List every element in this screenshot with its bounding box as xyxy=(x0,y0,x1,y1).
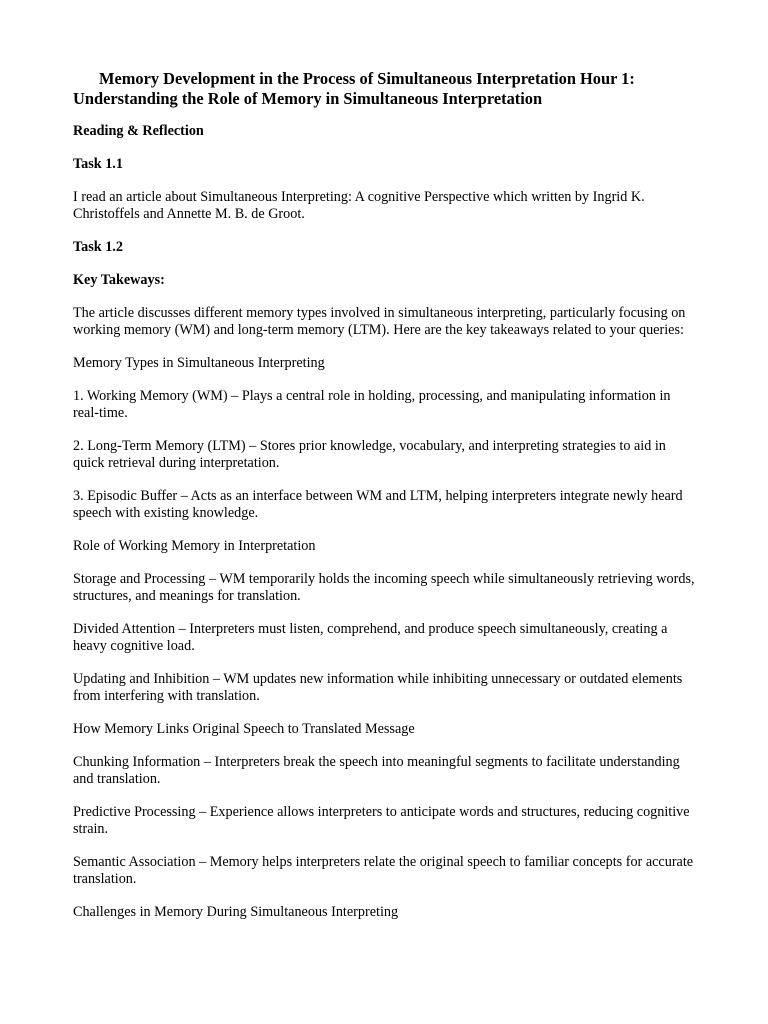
memory-link-item: Semantic Association – Memory helps interpreters relate the original speech to familiar concepts for accurate translation. xyxy=(73,854,694,887)
task-1-1-text: I read an article about Simultaneous Interpreting: A cognitive Perspective which written by Ingrid K. Christoffels and Annette M. B. de Groot. xyxy=(73,189,645,222)
title-line-2: Understanding the Role of Memory in Simultaneous Interpretation xyxy=(73,89,543,108)
wm-role-item: Storage and Processing – WM temporarily holds the incoming speech while simultaneously retrieving words, structures, and meanings for translation. xyxy=(73,571,695,604)
challenges-heading: Challenges in Memory During Simultaneous Interpreting xyxy=(73,904,399,920)
key-takeaways-heading: Key Takeways: xyxy=(73,272,165,288)
memory-type-item: 3. Episodic Buffer – Acts as an interface between WM and LTM, helping interpreters integrate newly heard speech with existing knowledge. xyxy=(73,488,683,521)
task-1-1-heading: Task 1.1 xyxy=(73,156,123,172)
wm-role-heading: Role of Working Memory in Interpretation xyxy=(73,538,316,554)
memory-link-item: Predictive Processing – Experience allows interpreters to anticipate words and structures, reducing cognitive strain. xyxy=(73,804,690,837)
memory-types-heading: Memory Types in Simultaneous Interpreting xyxy=(73,355,325,371)
memory-type-item: 2. Long-Term Memory (LTM) – Stores prior knowledge, vocabulary, and interpreting strategies to aid in quick retrieval during interpretation. xyxy=(73,438,666,471)
memory-links-heading: How Memory Links Original Speech to Translated Message xyxy=(73,721,415,737)
document-page xyxy=(73,69,697,937)
section-reading-reflection: Reading & Reflection xyxy=(73,123,204,139)
memory-type-item: 1. Working Memory (WM) – Plays a central role in holding, processing, and manipulating information in real-time. xyxy=(73,388,671,421)
title-line-1: Memory Development in the Process of Simultaneous Interpretation Hour 1: xyxy=(99,69,635,88)
wm-role-item: Updating and Inhibition – WM updates new information while inhibiting unnecessary or outdated elements from interfering with translation. xyxy=(73,671,683,704)
task-1-2-heading: Task 1.2 xyxy=(73,239,123,255)
wm-role-item: Divided Attention – Interpreters must listen, comprehend, and produce speech simultaneously, creating a heavy cognitive load. xyxy=(73,621,668,654)
intro-paragraph: The article discusses different memory types involved in simultaneous interpreting, particularly focusing on working memory (WM) and long-term memory (LTM). Here are the key takeaways related to your queries: xyxy=(73,305,686,338)
memory-link-item: Chunking Information – Interpreters break the speech into meaningful segments to facilitate understanding and translation. xyxy=(73,754,680,787)
document-title xyxy=(73,69,697,109)
